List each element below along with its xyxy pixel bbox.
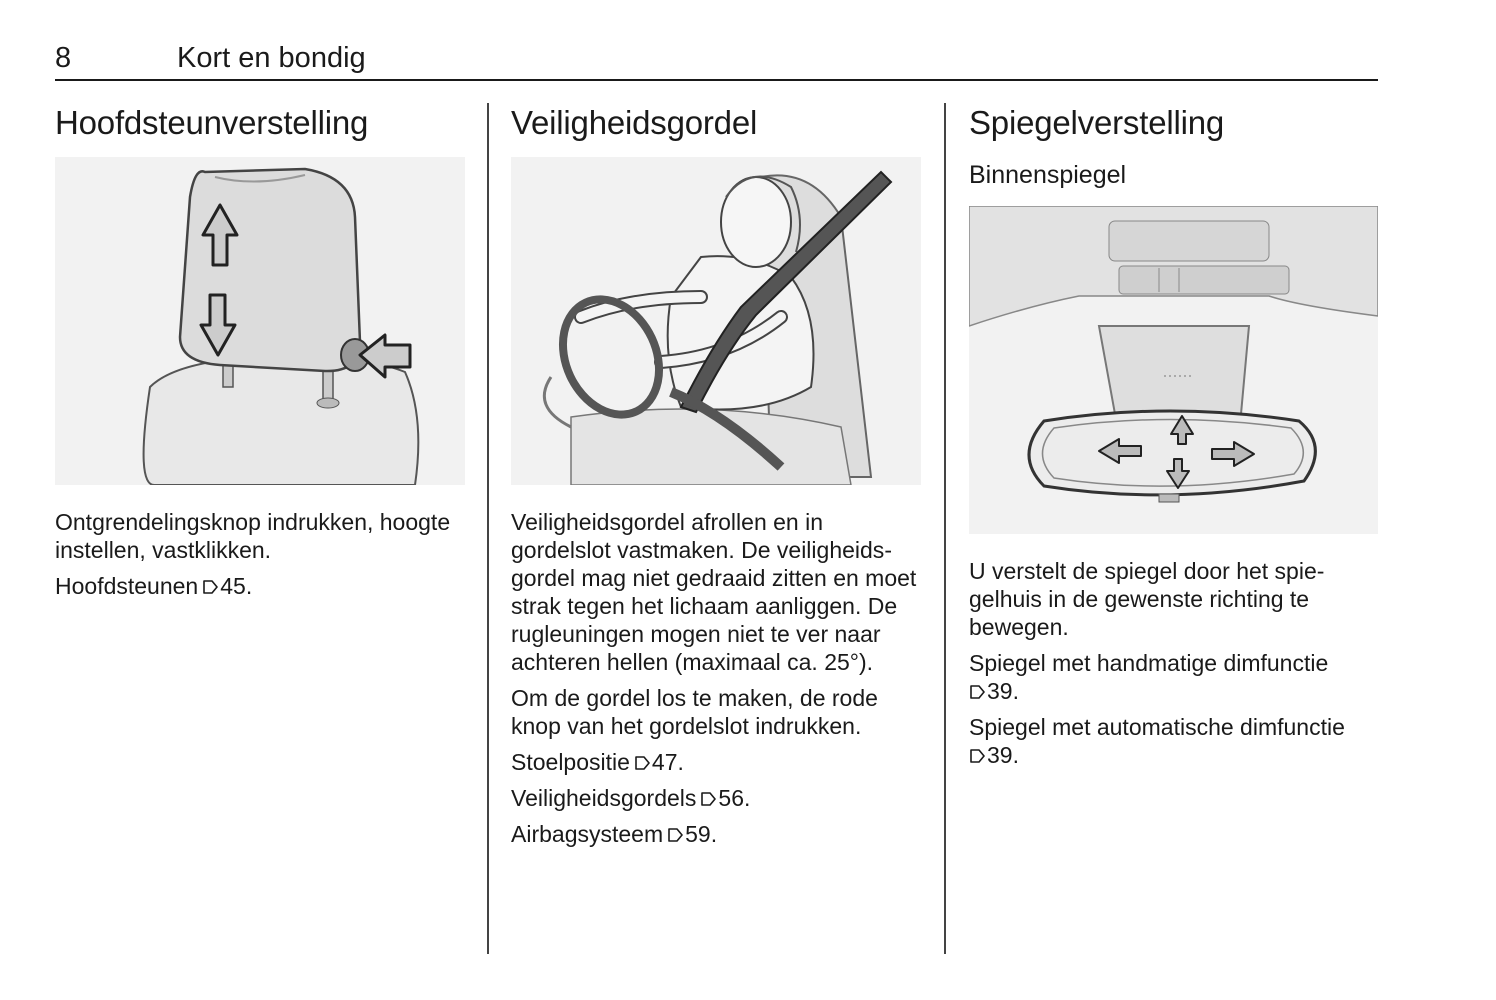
- reference-label: Hoofdsteunen: [55, 573, 199, 599]
- page-reference-icon: [202, 579, 218, 595]
- reference-page: 45.: [220, 573, 253, 599]
- seatbelt-illustration: [511, 157, 921, 485]
- cross-reference[interactable]: [511, 748, 926, 776]
- section-title: Spiegelverstelling: [969, 104, 1225, 141]
- reference-page: 47.: [651, 749, 684, 775]
- page-reference-icon: [969, 748, 985, 764]
- headrest-illustration: [55, 157, 465, 485]
- reference-label: Stoelpositie: [511, 749, 630, 775]
- header-rule: [55, 79, 1378, 81]
- page-reference-icon: [634, 755, 650, 771]
- column-divider: [487, 103, 489, 954]
- section-subtitle: Binnenspiegel: [969, 161, 1127, 189]
- column-seatbelt: [511, 103, 921, 143]
- reference-page: 59.: [685, 821, 718, 847]
- reference-label: Veiligheidsgordels: [511, 785, 697, 811]
- paragraph: Ontgrendelingsknop indrukken, hoogte instellen, vastklikken.: [55, 509, 451, 563]
- cross-reference[interactable]: [969, 649, 1381, 705]
- page-reference-icon: [700, 791, 716, 807]
- column-seatbelt-text: [511, 508, 926, 856]
- reference-page: 39.: [987, 678, 1019, 704]
- cross-reference[interactable]: [55, 572, 465, 600]
- reference-label: Spiegel met handmatige dimfunctie: [969, 650, 1329, 676]
- reference-page: 39.: [987, 742, 1019, 768]
- paragraph: Veiligheidsgordel afrollen en in gordelslot vastmaken. De veiligheidsgordel mag niet gedraaid zitten en moet strak tegen het lichaam aanliggen. De rugleuningen mogen niet te ver naar achteren hellen (maximaal ca. 25°).: [511, 509, 917, 675]
- column-headrest: [55, 103, 465, 143]
- cross-reference[interactable]: [511, 820, 926, 848]
- reference-page: 56.: [718, 785, 751, 811]
- column-divider: [944, 103, 946, 954]
- section-title: Veiligheidsgordel: [511, 104, 758, 141]
- reference-label: Spiegel met automatische dimfunctie: [969, 714, 1345, 740]
- column-mirror-text: [969, 557, 1381, 777]
- paragraph: Om de gordel los te maken, de rode knop van het gordelslot indrukken.: [511, 685, 878, 739]
- cross-reference[interactable]: [511, 784, 926, 812]
- paragraph: U verstelt de spiegel door het spiegelhuis in de gewenste richting te bewegen.: [969, 558, 1325, 640]
- page-number: 8: [55, 42, 72, 74]
- page-reference-icon: [667, 827, 683, 843]
- reference-label: Airbagsysteem: [511, 821, 664, 847]
- page-reference-icon: [969, 684, 985, 700]
- column-headrest-text: [55, 508, 465, 608]
- cross-reference[interactable]: [969, 713, 1381, 769]
- column-mirror: [969, 103, 1379, 190]
- mirror-illustration: [969, 206, 1378, 534]
- section-title: Hoofdsteunverstelling: [55, 104, 369, 141]
- chapter-title: Kort en bondig: [177, 42, 366, 74]
